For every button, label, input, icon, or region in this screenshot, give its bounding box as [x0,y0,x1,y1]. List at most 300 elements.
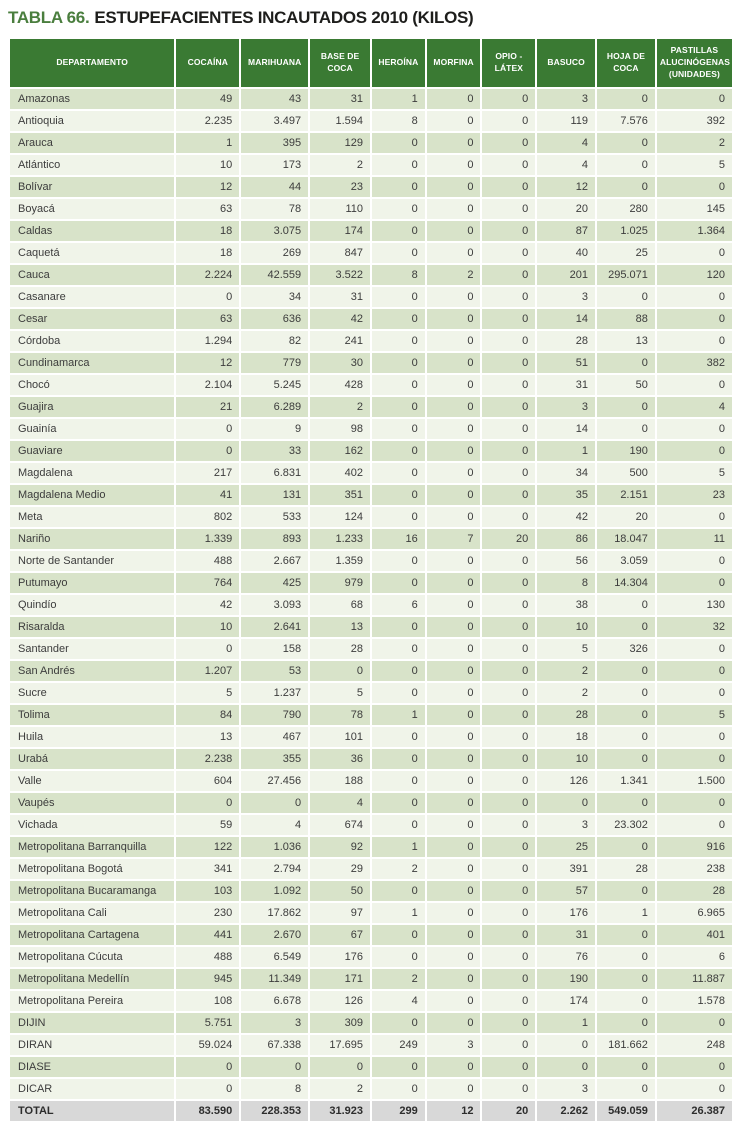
value-cell: 5 [657,705,732,725]
value-cell: 0 [657,331,732,351]
value-cell: 0 [427,177,481,197]
table-row [10,243,732,263]
value-cell: 295.071 [597,265,655,285]
value-cell: 110 [310,199,370,219]
value-cell: 0 [372,925,425,945]
value-cell: 59.024 [176,1035,239,1055]
value-cell: 31 [537,375,595,395]
value-cell: 31 [537,925,595,945]
value-cell: 6 [657,947,732,967]
value-cell: 20 [537,199,595,219]
value-cell: 0 [427,705,481,725]
value-cell: 124 [310,507,370,527]
value-cell: 0 [482,1013,535,1033]
value-cell: 0 [597,1013,655,1033]
value-cell: 0 [597,287,655,307]
department-cell: Putumayo [10,573,174,593]
value-cell: 0 [372,485,425,505]
table-row [10,639,732,659]
value-cell: 1.359 [310,551,370,571]
value-cell: 0 [427,815,481,835]
value-cell: 0 [372,639,425,659]
value-cell: 3 [537,1079,595,1099]
value-cell: 0 [657,375,732,395]
value-cell: 467 [241,727,308,747]
value-cell: 188 [310,771,370,791]
value-cell: 174 [537,991,595,1011]
value-cell: 63 [176,199,239,219]
department-cell: DICAR [10,1079,174,1099]
table-row [10,177,732,197]
value-cell: 0 [482,573,535,593]
value-cell: 0 [597,749,655,769]
value-cell: 0 [597,947,655,967]
table-row [10,441,732,461]
value-cell: 0 [482,771,535,791]
value-cell: 0 [597,1079,655,1099]
department-cell: Valle [10,771,174,791]
value-cell: 0 [597,397,655,417]
value-cell: 4 [537,155,595,175]
value-cell: 3 [537,397,595,417]
value-cell: 0 [657,815,732,835]
department-cell: Atlántico [10,155,174,175]
value-cell: 764 [176,573,239,593]
value-cell: 1 [372,89,425,109]
value-cell: 0 [427,881,481,901]
value-cell: 0 [427,727,481,747]
column-header: HOJA DE COCA [597,39,655,87]
value-cell: 0 [482,177,535,197]
value-cell: 0 [427,221,481,241]
value-cell: 0 [597,661,655,681]
value-cell: 0 [657,639,732,659]
total-value-cell: 20 [482,1101,535,1121]
value-cell: 382 [657,353,732,373]
drug-seizure-table [8,37,734,1123]
value-cell: 84 [176,705,239,725]
value-cell: 158 [241,639,308,659]
table-row [10,89,732,109]
value-cell: 49 [176,89,239,109]
value-cell: 10 [176,155,239,175]
value-cell: 0 [482,221,535,241]
value-cell: 8 [537,573,595,593]
value-cell: 0 [657,287,732,307]
value-cell: 1.092 [241,881,308,901]
value-cell: 0 [427,89,481,109]
value-cell: 11.887 [657,969,732,989]
value-cell: 25 [537,837,595,857]
value-cell: 0 [482,441,535,461]
value-cell: 0 [427,595,481,615]
value-cell: 0 [657,1013,732,1033]
value-cell: 42 [310,309,370,329]
department-cell: Amazonas [10,89,174,109]
value-cell: 0 [657,683,732,703]
department-cell: Sucre [10,683,174,703]
value-cell: 0 [176,639,239,659]
value-cell: 248 [657,1035,732,1055]
value-cell: 0 [372,727,425,747]
value-cell: 10 [176,617,239,637]
value-cell: 10 [537,617,595,637]
value-cell: 0 [482,155,535,175]
table-row [10,683,732,703]
value-cell: 0 [372,155,425,175]
value-cell: 0 [482,419,535,439]
value-cell: 6.289 [241,397,308,417]
value-cell: 0 [427,661,481,681]
value-cell: 20 [482,529,535,549]
value-cell: 0 [427,353,481,373]
table-row [10,375,732,395]
value-cell: 126 [310,991,370,1011]
value-cell: 67.338 [241,1035,308,1055]
value-cell: 0 [372,815,425,835]
value-cell: 0 [176,419,239,439]
department-cell: Metropolitana Medellín [10,969,174,989]
value-cell: 802 [176,507,239,527]
value-cell: 0 [427,309,481,329]
value-cell: 0 [427,749,481,769]
total-value-cell: 228.353 [241,1101,308,1121]
value-cell: 2 [310,397,370,417]
value-cell: 0 [241,793,308,813]
value-cell: 0 [482,309,535,329]
table-row [10,551,732,571]
value-cell: 18 [176,243,239,263]
value-cell: 674 [310,815,370,835]
table-row [10,529,732,549]
value-cell: 13 [310,617,370,637]
table-row [10,837,732,857]
value-cell: 0 [597,969,655,989]
table-row [10,507,732,527]
value-cell: 0 [537,1035,595,1055]
value-cell: 6.678 [241,991,308,1011]
value-cell: 391 [537,859,595,879]
value-cell: 43 [241,89,308,109]
value-cell: 401 [657,925,732,945]
value-cell: 59 [176,815,239,835]
department-cell: Magdalena [10,463,174,483]
value-cell: 0 [597,1057,655,1077]
value-cell: 23 [657,485,732,505]
value-cell: 171 [310,969,370,989]
value-cell: 50 [310,881,370,901]
value-cell: 108 [176,991,239,1011]
value-cell: 0 [372,683,425,703]
value-cell: 0 [372,243,425,263]
value-cell: 847 [310,243,370,263]
value-cell: 98 [310,419,370,439]
value-cell: 20 [597,507,655,527]
value-cell: 5 [537,639,595,659]
value-cell: 0 [427,925,481,945]
value-cell: 0 [176,1057,239,1077]
value-cell: 0 [427,1057,481,1077]
value-cell: 441 [176,925,239,945]
department-cell: Casanare [10,287,174,307]
table-row [10,265,732,285]
table-row [10,859,732,879]
value-cell: 1 [372,705,425,725]
value-cell: 101 [310,727,370,747]
value-cell: 0 [427,639,481,659]
value-cell: 0 [427,683,481,703]
value-cell: 16 [372,529,425,549]
value-cell: 0 [427,507,481,527]
table-row [10,793,732,813]
value-cell: 21 [176,397,239,417]
department-cell: San Andrés [10,661,174,681]
value-cell: 0 [427,771,481,791]
value-cell: 0 [657,441,732,461]
value-cell: 50 [597,375,655,395]
value-cell: 0 [176,793,239,813]
value-cell: 0 [427,1013,481,1033]
value-cell: 3.497 [241,111,308,131]
value-cell: 0 [597,617,655,637]
value-cell: 38 [537,595,595,615]
value-cell: 13 [176,727,239,747]
table-row [10,485,732,505]
value-cell: 9 [241,419,308,439]
column-header: PASTILLAS ALUCINÓGENAS (UNIDADES) [657,39,732,87]
value-cell: 402 [310,463,370,483]
value-cell: 351 [310,485,370,505]
department-cell: Norte de Santander [10,551,174,571]
value-cell: 23.302 [597,815,655,835]
value-cell: 44 [241,177,308,197]
value-cell: 0 [597,133,655,153]
table-row [10,727,732,747]
department-cell: Urabá [10,749,174,769]
value-cell: 145 [657,199,732,219]
value-cell: 23 [310,177,370,197]
value-cell: 3.093 [241,595,308,615]
value-cell: 0 [482,243,535,263]
value-cell: 0 [427,793,481,813]
table-row [10,1079,732,1099]
value-cell: 2.794 [241,859,308,879]
value-cell: 12 [176,177,239,197]
value-cell: 0 [482,661,535,681]
total-row [10,1101,732,1121]
value-cell: 88 [597,309,655,329]
value-cell: 181.662 [597,1035,655,1055]
value-cell: 893 [241,529,308,549]
value-cell: 2 [372,969,425,989]
value-cell: 0 [372,507,425,527]
value-cell: 0 [176,441,239,461]
value-cell: 0 [482,595,535,615]
value-cell: 1 [176,133,239,153]
value-cell: 0 [597,89,655,109]
value-cell: 2.238 [176,749,239,769]
value-cell: 0 [372,375,425,395]
department-cell: DIASE [10,1057,174,1077]
value-cell: 0 [482,991,535,1011]
value-cell: 779 [241,353,308,373]
value-cell: 1 [537,1013,595,1033]
value-cell: 0 [427,111,481,131]
total-value-cell: 83.590 [176,1101,239,1121]
department-cell: Metropolitana Cartagena [10,925,174,945]
value-cell: 2 [427,265,481,285]
table-row [10,309,732,329]
value-cell: 790 [241,705,308,725]
value-cell: 12 [537,177,595,197]
department-cell: Bolívar [10,177,174,197]
value-cell: 1 [372,903,425,923]
value-cell: 0 [597,881,655,901]
value-cell: 30 [310,353,370,373]
value-cell: 201 [537,265,595,285]
value-cell: 3.075 [241,221,308,241]
value-cell: 97 [310,903,370,923]
value-cell: 533 [241,507,308,527]
value-cell: 162 [310,441,370,461]
value-cell: 34 [241,287,308,307]
value-cell: 190 [597,441,655,461]
column-header: MARIHUANA [241,39,308,87]
value-cell: 0 [597,353,655,373]
value-cell: 0 [427,551,481,571]
department-cell: Caldas [10,221,174,241]
value-cell: 0 [427,419,481,439]
value-cell: 217 [176,463,239,483]
value-cell: 0 [482,793,535,813]
table-row [10,463,732,483]
department-cell: Cundinamarca [10,353,174,373]
value-cell: 0 [597,705,655,725]
value-cell: 122 [176,837,239,857]
table-row [10,661,732,681]
value-cell: 8 [241,1079,308,1099]
value-cell: 31 [310,89,370,109]
value-cell: 0 [427,1079,481,1099]
department-cell: Metropolitana Cali [10,903,174,923]
value-cell: 392 [657,111,732,131]
department-cell: DIJIN [10,1013,174,1033]
value-cell: 17.695 [310,1035,370,1055]
value-cell: 0 [482,969,535,989]
table-row [10,331,732,351]
value-cell: 3.059 [597,551,655,571]
value-cell: 12 [176,353,239,373]
value-cell: 5.245 [241,375,308,395]
value-cell: 190 [537,969,595,989]
value-cell: 6 [372,595,425,615]
value-cell: 0 [372,1013,425,1033]
table-row [10,969,732,989]
value-cell: 78 [310,705,370,725]
value-cell: 1 [597,903,655,923]
value-cell: 0 [482,485,535,505]
value-cell: 42.559 [241,265,308,285]
value-cell: 13 [597,331,655,351]
value-cell: 28 [537,705,595,725]
value-cell: 0 [372,397,425,417]
value-cell: 2.670 [241,925,308,945]
table-row [10,199,732,219]
value-cell: 341 [176,859,239,879]
department-cell: Huila [10,727,174,747]
value-cell: 17.862 [241,903,308,923]
value-cell: 500 [597,463,655,483]
total-value-cell: 549.059 [597,1101,655,1121]
value-cell: 35 [537,485,595,505]
value-cell: 0 [597,991,655,1011]
department-cell: Cauca [10,265,174,285]
value-cell: 6.831 [241,463,308,483]
value-cell: 3 [537,815,595,835]
table-row [10,221,732,241]
department-cell: Quindío [10,595,174,615]
value-cell: 1.025 [597,221,655,241]
value-cell: 1.578 [657,991,732,1011]
value-cell: 0 [597,419,655,439]
value-cell: 0 [372,661,425,681]
department-cell: Córdoba [10,331,174,351]
value-cell: 4 [537,133,595,153]
department-cell: Chocó [10,375,174,395]
value-cell: 0 [372,199,425,219]
value-cell: 0 [427,573,481,593]
value-cell: 5 [657,463,732,483]
value-cell: 68 [310,595,370,615]
table-row [10,287,732,307]
table-row [10,705,732,725]
value-cell: 1.339 [176,529,239,549]
value-cell: 1 [537,441,595,461]
value-cell: 176 [310,947,370,967]
value-cell: 0 [597,925,655,945]
value-cell: 241 [310,331,370,351]
value-cell: 0 [657,419,732,439]
value-cell: 0 [482,1057,535,1077]
value-cell: 28 [657,881,732,901]
value-cell: 5.751 [176,1013,239,1033]
department-cell: Metropolitana Cúcuta [10,947,174,967]
value-cell: 7 [427,529,481,549]
value-cell: 249 [372,1035,425,1055]
table-row [10,1013,732,1033]
value-cell: 1 [372,837,425,857]
value-cell: 1.500 [657,771,732,791]
value-cell: 0 [482,551,535,571]
value-cell: 0 [482,837,535,857]
table-title [8,8,732,28]
value-cell: 0 [482,727,535,747]
value-cell: 0 [372,881,425,901]
department-cell: Meta [10,507,174,527]
value-cell: 395 [241,133,308,153]
value-cell: 67 [310,925,370,945]
total-value-cell: 12 [427,1101,481,1121]
value-cell: 5 [657,155,732,175]
value-cell: 0 [372,287,425,307]
value-cell: 0 [427,243,481,263]
value-cell: 0 [372,221,425,241]
table-body [10,89,732,1099]
value-cell: 2.224 [176,265,239,285]
value-cell: 0 [482,265,535,285]
value-cell: 230 [176,903,239,923]
value-cell: 5 [176,683,239,703]
